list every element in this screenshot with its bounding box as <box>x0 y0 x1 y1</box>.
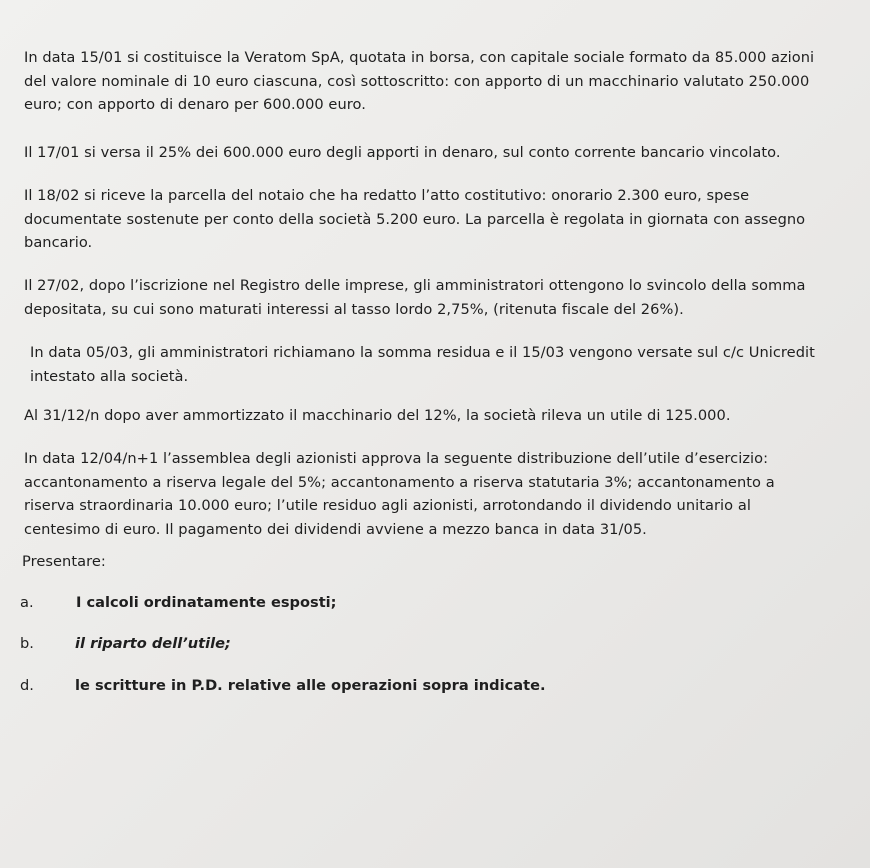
paragraph-notary-fee: Il 18/02 si riceve la parcella del notaio che ha redatto l’atto costitutivo: onorario 2.300 euro, spese documentate sostenute per conto della società 5.200 euro. La parcella è regolata in giornata con assegno bancario. <box>24 187 806 251</box>
paragraph-residual-call: In data 05/03, gli amministratori richiamano la somma residua e il 15/03 vengono versate sul c/c Unicredit intestato alla società. <box>30 344 815 385</box>
list-item-text: le scritture in P.D. relative alle operazioni sopra indicate. <box>75 677 546 694</box>
paragraph-funds-release: Il 27/02, dopo l’iscrizione nel Registro delle imprese, gli amministratori ottengono lo svincolo della somma depositata, su cui sono maturati interessi al tasso lordo 2,75%, (ritenuta fiscale del 26%). <box>24 277 806 318</box>
list-item <box>20 632 840 656</box>
list-item <box>20 591 840 615</box>
list-item-letter: d. <box>20 677 34 694</box>
paragraph-year-end-profit: Al 31/12/n dopo aver ammortizzato il macchinario del 12%, la società rileva un utile di 125.000. <box>24 407 731 424</box>
list-item-letter: a. <box>20 594 34 611</box>
paragraph-company-formation: In data 15/01 si costituisce la Veratom SpA, quotata in borsa, con capitale sociale formato da 85.000 azioni del valore nominale di 10 euro ciascuna, così sottoscritto: con apporto di un macchinario valutato 250.000 euro; con apporto di denaro per 600.000 euro. <box>24 49 815 113</box>
paragraph-profit-distribution: In data 12/04/n+1 l’assemblea degli azionisti approva la seguente distribuzione dell’utile d’esercizio: accantonamento a riserva legale del 5%; accantonamento a riserva statutaria 3%; accantonamento a riserva straordinaria 10.000 euro; l’utile residuo agli azionisti, arrotondando il dividendo unitario al centesimo di euro. Il pagamento dei dividendi avviene a mezzo banca in data 31/05. <box>24 450 775 538</box>
list-item-text: I calcoli ordinatamente esposti; <box>76 594 337 611</box>
paragraph-initial-deposit: Il 17/01 si versa il 25% dei 600.000 euro degli apporti in denaro, sul conto corrente bancario vincolato. <box>24 144 781 161</box>
list-item <box>20 674 840 698</box>
present-label: Presentare: <box>22 553 106 570</box>
list-item-text: il riparto dell’utile; <box>75 635 231 652</box>
list-item-letter: b. <box>20 635 34 652</box>
